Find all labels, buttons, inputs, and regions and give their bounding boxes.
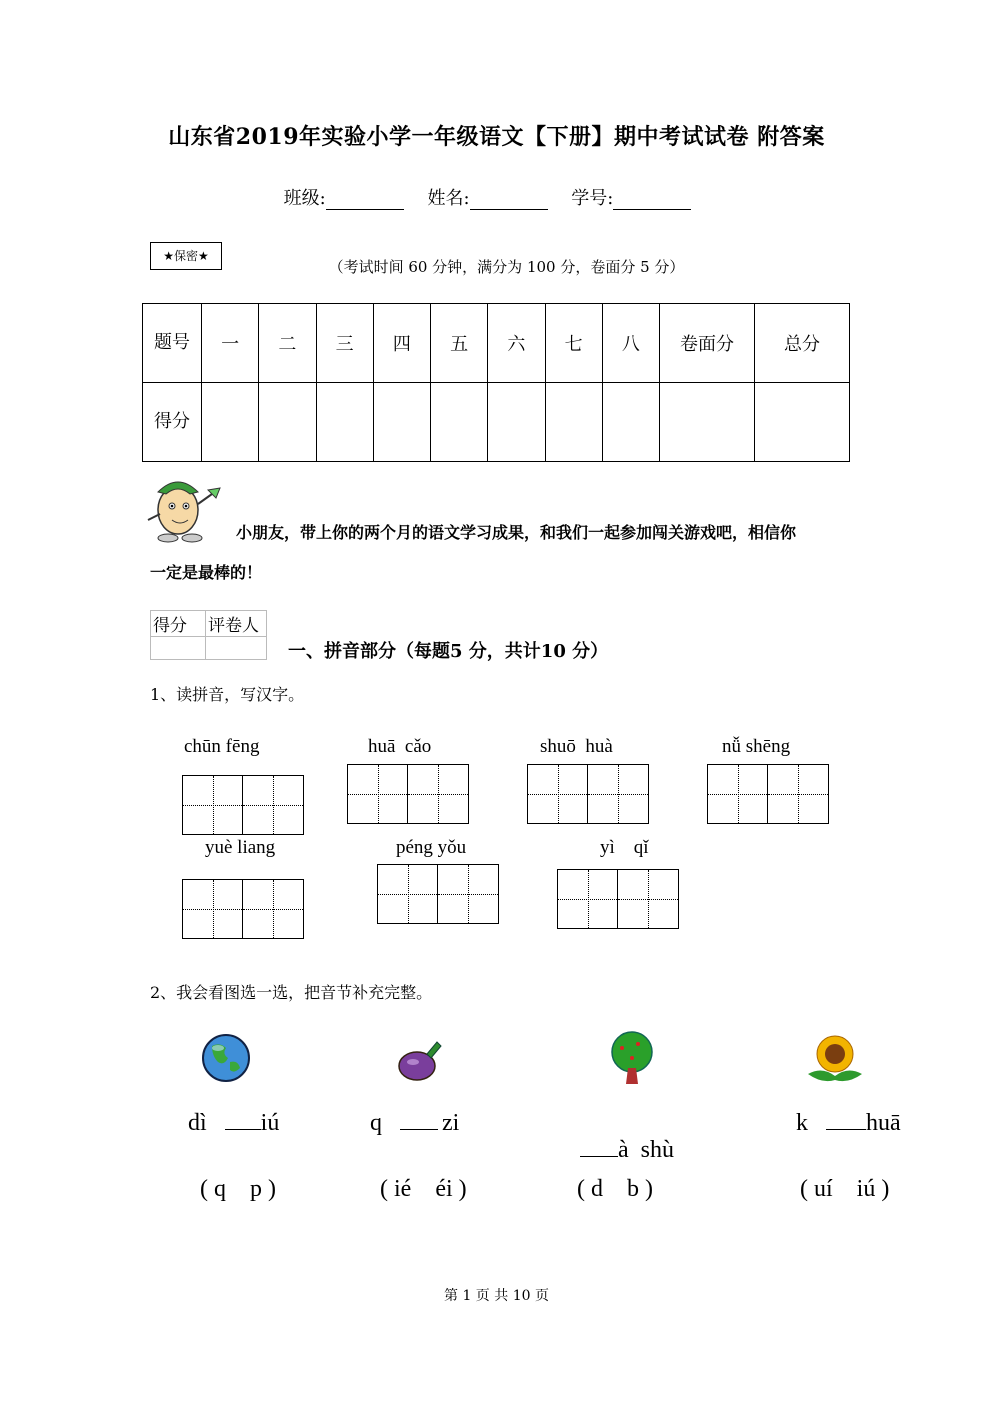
- column-header: 四: [373, 304, 430, 383]
- fill-blank: [370, 1110, 459, 1137]
- writing-grid[interactable]: [347, 764, 469, 824]
- fill-blank: [188, 1110, 279, 1137]
- score-cell[interactable]: [660, 383, 755, 462]
- score-cell[interactable]: [373, 383, 430, 462]
- class-field[interactable]: [326, 209, 404, 210]
- score-table: [142, 303, 850, 462]
- header-cell: 得分: [143, 383, 202, 462]
- tree-icon: [604, 1030, 660, 1086]
- intro-text: 小朋友，带上你的两个月的语文学习成果，和我们一起参加闯关游戏吧，相信你: [236, 523, 797, 542]
- globe-icon: [200, 1032, 252, 1084]
- pinyin-label: yuè liang: [205, 837, 276, 858]
- blank-field[interactable]: [826, 1129, 866, 1130]
- syllable-text: zi: [442, 1110, 460, 1136]
- syllable-text: iú: [260, 1110, 280, 1136]
- writing-grid[interactable]: [182, 879, 304, 939]
- score-cell[interactable]: [755, 383, 850, 462]
- student-info: [0, 184, 993, 210]
- choice-options: ( q p ): [200, 1176, 276, 1202]
- grader-reviewer-cell[interactable]: [206, 637, 267, 660]
- writing-grid[interactable]: [377, 864, 499, 924]
- name-field[interactable]: [470, 209, 548, 210]
- fill-blank: [568, 1110, 674, 1164]
- exam-note: （考试时间 60 分钟，满分为 100 分，卷面分 5 分）: [328, 258, 685, 276]
- class-label: 班级:: [283, 188, 326, 209]
- question-2: 2、我会看图选一选，把音节补充完整。: [150, 983, 433, 1002]
- blank-field[interactable]: [580, 1156, 618, 1157]
- score-cell[interactable]: [202, 383, 259, 462]
- column-header: 总分: [755, 304, 850, 383]
- mascot-icon: [140, 470, 230, 545]
- writing-grid[interactable]: [182, 775, 304, 835]
- score-cell[interactable]: [488, 383, 545, 462]
- header-cell: 题号: [143, 304, 202, 383]
- writing-grid[interactable]: [527, 764, 649, 824]
- score-cell[interactable]: [431, 383, 488, 462]
- column-header: 卷面分: [660, 304, 755, 383]
- page-footer: 第 1 页 共 10 页: [444, 1288, 549, 1304]
- id-field[interactable]: [613, 209, 691, 210]
- column-header: 六: [488, 304, 545, 383]
- blank-field[interactable]: [400, 1129, 438, 1130]
- section-heading: 一、拼音部分（每题5 分，共计10 分）: [288, 641, 609, 662]
- id-label: 学号:: [571, 188, 614, 209]
- column-header: 八: [602, 304, 659, 383]
- syllable-text: à shù: [618, 1137, 674, 1163]
- grader-score-label: 得分: [151, 611, 206, 637]
- blank-field[interactable]: [225, 1129, 261, 1130]
- eggplant-icon: [395, 1032, 447, 1084]
- fill-blank: [796, 1110, 901, 1137]
- sunflower-icon: [802, 1030, 868, 1086]
- score-value-row: [143, 383, 850, 462]
- grader-score-cell[interactable]: [151, 637, 206, 660]
- syllable-text: k: [796, 1110, 808, 1136]
- pinyin-label: shuō huà: [540, 736, 613, 757]
- syllable-text: huā: [866, 1110, 901, 1136]
- column-header: 五: [431, 304, 488, 383]
- syllable-text: q: [370, 1110, 382, 1136]
- intro-text-cont: 一定是最棒的！: [150, 563, 263, 582]
- column-header: 二: [259, 304, 316, 383]
- grader-box: [150, 610, 267, 660]
- column-header: 一: [202, 304, 259, 383]
- score-cell[interactable]: [545, 383, 602, 462]
- confidential-badge: ★保密★: [150, 242, 222, 270]
- page-title: 山东省2019年实验小学一年级语文【下册】期中考试试卷 附答案: [168, 124, 825, 150]
- choice-options: ( uí iú ): [800, 1176, 890, 1202]
- pinyin-label: huā cǎo: [368, 736, 432, 757]
- score-cell[interactable]: [316, 383, 373, 462]
- syllable-text: dì: [188, 1110, 207, 1136]
- score-cell[interactable]: [602, 383, 659, 462]
- score-cell[interactable]: [259, 383, 316, 462]
- score-header-row: [143, 304, 850, 383]
- question-1: 1、读拼音，写汉字。: [150, 685, 305, 704]
- column-header: 三: [316, 304, 373, 383]
- name-label: 姓名:: [427, 188, 470, 209]
- column-header: 七: [545, 304, 602, 383]
- pinyin-label: yì qǐ: [600, 837, 649, 858]
- writing-grid[interactable]: [707, 764, 829, 824]
- writing-grid[interactable]: [557, 869, 679, 929]
- choice-options: ( d b ): [577, 1176, 653, 1202]
- pinyin-label: nǚ shēng: [722, 736, 791, 757]
- choice-options: ( ié éi ): [380, 1176, 467, 1202]
- pinyin-label: péng yǒu: [396, 837, 467, 858]
- grader-reviewer-label: 评卷人: [206, 611, 267, 637]
- pinyin-label: chūn fēng: [184, 736, 260, 757]
